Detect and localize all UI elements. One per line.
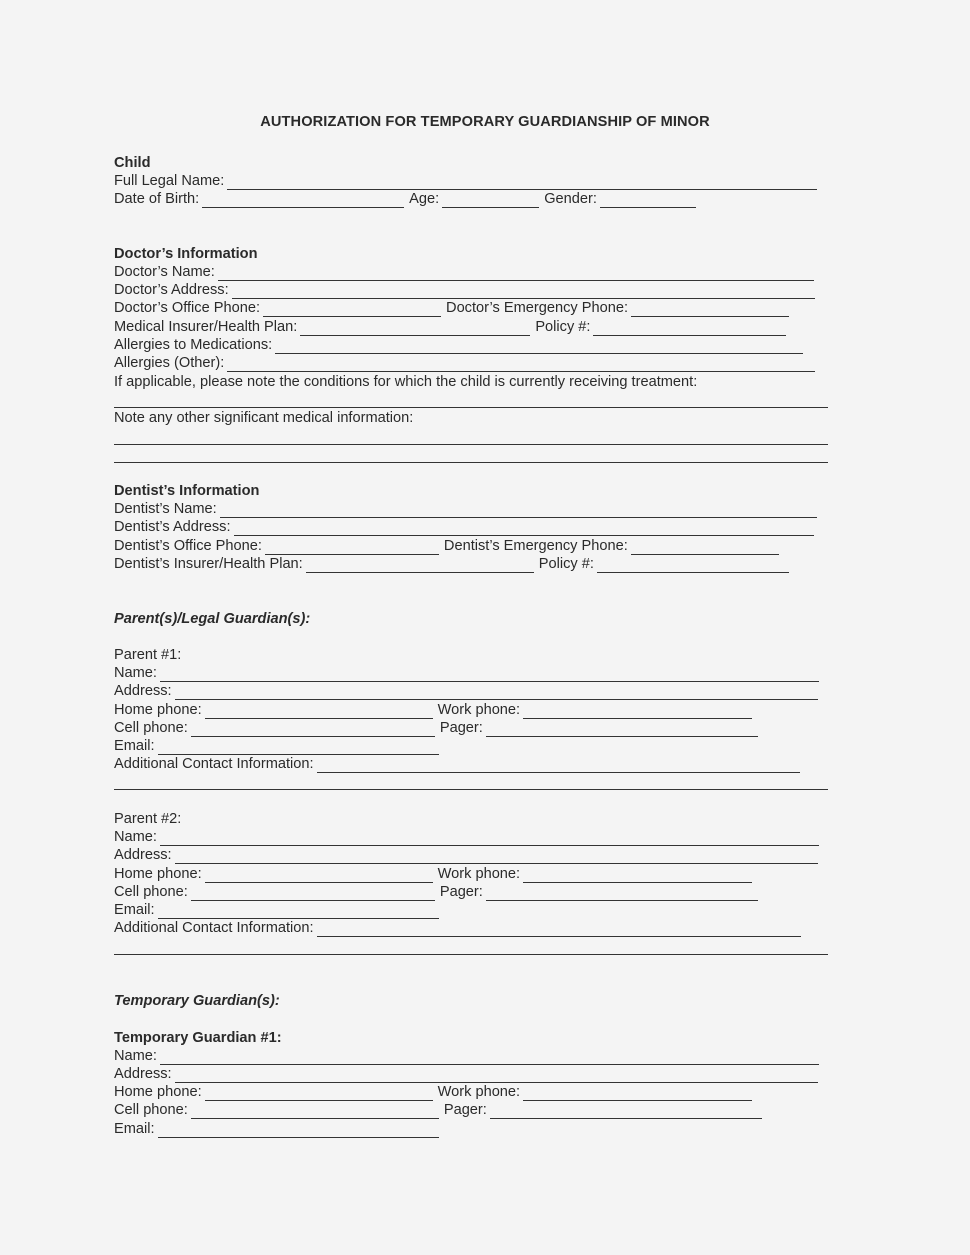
guardian1-address-field	[114, 1065, 818, 1083]
guardian1-email-field	[114, 1120, 439, 1138]
form-title: AUTHORIZATION FOR TEMPORARY GUARDIANSHIP OF MINOR	[260, 114, 710, 130]
guardian1-address-label: Address:	[114, 1066, 172, 1082]
parent2-address-label: Address:	[114, 847, 172, 863]
parent1-name-label: Name:	[114, 665, 157, 681]
parent2-work-phone-blank[interactable]	[523, 868, 752, 883]
parent2-additional-blank-2[interactable]	[114, 954, 828, 955]
parent1-home-phone-label: Home phone:	[114, 702, 202, 718]
child-full-name-field	[114, 172, 817, 190]
dentist-phones-row	[114, 537, 779, 555]
doctor-insurer-row	[114, 318, 786, 336]
parent1-work-phone-blank[interactable]	[523, 704, 752, 719]
child-gender-label: Gender:	[544, 191, 597, 207]
doctor-emergency-phone-blank[interactable]	[631, 302, 789, 317]
parent1-name-field	[114, 664, 819, 682]
dentist-name-blank[interactable]	[220, 503, 817, 518]
allergies-other-blank[interactable]	[227, 357, 815, 372]
dentist-address-field	[114, 518, 814, 536]
dentist-emergency-phone-label: Dentist’s Emergency Phone:	[443, 538, 628, 554]
guardian1-label: Temporary Guardian #1:	[114, 1030, 282, 1046]
allergies-meds-label: Allergies to Medications:	[114, 337, 273, 353]
guardian1-address-blank[interactable]	[175, 1068, 818, 1083]
parent1-name-blank[interactable]	[160, 667, 819, 682]
temporary-heading: Temporary Guardian(s):	[114, 993, 280, 1009]
parent1-email-blank[interactable]	[158, 740, 439, 755]
doctor-name-field	[114, 263, 814, 281]
parent2-email-blank[interactable]	[158, 904, 439, 919]
dentist-insurer-blank[interactable]	[306, 558, 534, 573]
dentist-address-label: Dentist’s Address:	[114, 519, 231, 535]
parent2-name-field	[114, 828, 819, 846]
dentist-name-label: Dentist’s Name:	[114, 501, 217, 517]
parent2-home-phone-blank[interactable]	[205, 868, 433, 883]
dentist-office-phone-blank[interactable]	[265, 540, 439, 555]
parent1-phones-row	[114, 701, 752, 719]
doctor-heading: Doctor’s Information	[114, 246, 258, 262]
parent2-work-phone-label: Work phone:	[437, 866, 521, 882]
guardian1-work-phone-blank[interactable]	[523, 1086, 752, 1101]
parent2-cell-row	[114, 883, 758, 901]
conditions-blank[interactable]	[114, 407, 828, 408]
child-gender-blank[interactable]	[600, 193, 696, 208]
conditions-label: If applicable, please note the conditions for which the child is currently receiving treatment:	[114, 374, 698, 390]
guardian1-name-field	[114, 1047, 819, 1065]
child-dob-blank[interactable]	[202, 193, 404, 208]
guardian1-email-blank[interactable]	[158, 1123, 439, 1138]
dentist-name-field	[114, 500, 817, 518]
guardian1-cell-row	[114, 1101, 762, 1119]
parent2-name-label: Name:	[114, 829, 157, 845]
parent2-additional-field	[114, 919, 801, 937]
parent1-cell-phone-blank[interactable]	[191, 722, 435, 737]
guardian1-cell-phone-blank[interactable]	[191, 1104, 439, 1119]
parent1-address-blank[interactable]	[175, 685, 818, 700]
allergies-other-field	[114, 354, 815, 372]
parent2-additional-label: Additional Contact Information:	[114, 920, 314, 936]
parent1-work-phone-label: Work phone:	[437, 702, 521, 718]
parent1-label: Parent #1:	[114, 647, 182, 663]
doctor-office-phone-label: Doctor’s Office Phone:	[114, 300, 261, 316]
parent2-cell-phone-label: Cell phone:	[114, 884, 188, 900]
doctor-address-blank[interactable]	[232, 284, 815, 299]
guardian1-pager-label: Pager:	[443, 1102, 487, 1118]
dentist-insurer-label: Dentist’s Insurer/Health Plan:	[114, 556, 303, 572]
dentist-heading: Dentist’s Information	[114, 483, 260, 499]
allergies-meds-field	[114, 336, 803, 354]
doctor-policy-label: Policy #:	[535, 319, 591, 335]
child-age-label: Age:	[409, 191, 440, 207]
doctor-address-label: Doctor’s Address:	[114, 282, 229, 298]
parent1-additional-field	[114, 755, 800, 773]
doctor-emergency-phone-label: Doctor’s Emergency Phone:	[446, 300, 629, 316]
doctor-name-label: Doctor’s Name:	[114, 264, 215, 280]
parent1-cell-phone-label: Cell phone:	[114, 720, 188, 736]
parent2-pager-blank[interactable]	[486, 886, 758, 901]
parent1-address-label: Address:	[114, 683, 172, 699]
doctor-policy-blank[interactable]	[593, 321, 786, 336]
parent1-address-field	[114, 682, 818, 700]
doctor-name-blank[interactable]	[218, 266, 814, 281]
doctor-insurer-blank[interactable]	[300, 321, 530, 336]
parent2-label: Parent #2:	[114, 811, 182, 827]
parent1-additional-blank[interactable]	[317, 758, 800, 773]
parent1-email-label: Email:	[114, 738, 155, 754]
parent2-cell-phone-blank[interactable]	[191, 886, 435, 901]
parent1-pager-blank[interactable]	[486, 722, 758, 737]
parent1-additional-label: Additional Contact Information:	[114, 756, 314, 772]
child-heading: Child	[114, 155, 151, 171]
guardian1-phones-row	[114, 1083, 752, 1101]
dentist-insurer-row	[114, 555, 789, 573]
guardian1-home-phone-label: Home phone:	[114, 1084, 202, 1100]
parent2-home-phone-label: Home phone:	[114, 866, 202, 882]
guardian1-work-phone-label: Work phone:	[437, 1084, 521, 1100]
guardian1-cell-phone-label: Cell phone:	[114, 1102, 188, 1118]
dentist-policy-blank[interactable]	[597, 558, 789, 573]
doctor-phones-row	[114, 299, 789, 317]
child-full-name-label: Full Legal Name:	[114, 173, 225, 189]
allergies-other-label: Allergies (Other):	[114, 355, 225, 371]
allergies-meds-blank[interactable]	[275, 339, 803, 354]
child-dob-row	[114, 190, 696, 208]
doctor-address-field	[114, 281, 815, 299]
guardian1-name-blank[interactable]	[160, 1050, 819, 1065]
guardian1-home-phone-blank[interactable]	[205, 1086, 433, 1101]
parent1-cell-row	[114, 719, 758, 737]
dentist-office-phone-label: Dentist’s Office Phone:	[114, 538, 262, 554]
dentist-policy-label: Policy #:	[538, 556, 594, 572]
parent2-phones-row	[114, 865, 752, 883]
parent1-additional-blank-2[interactable]	[114, 789, 828, 790]
parent1-home-phone-blank[interactable]	[205, 704, 433, 719]
guardian1-name-label: Name:	[114, 1048, 157, 1064]
parent2-email-label: Email:	[114, 902, 155, 918]
guardian1-pager-blank[interactable]	[490, 1104, 762, 1119]
doctor-office-phone-blank[interactable]	[263, 302, 441, 317]
parent2-name-blank[interactable]	[160, 831, 819, 846]
parent2-address-blank[interactable]	[175, 849, 818, 864]
parent1-pager-label: Pager:	[439, 720, 483, 736]
other-info-blank-2[interactable]	[114, 462, 828, 463]
other-info-label: Note any other significant medical information:	[114, 410, 414, 426]
child-dob-label: Date of Birth:	[114, 191, 200, 207]
other-info-blank-1[interactable]	[114, 444, 828, 445]
parent2-address-field	[114, 846, 818, 864]
dentist-address-blank[interactable]	[234, 521, 814, 536]
parent2-additional-blank[interactable]	[317, 922, 801, 937]
parent1-email-field	[114, 737, 439, 755]
guardian1-email-label: Email:	[114, 1121, 155, 1137]
dentist-emergency-phone-blank[interactable]	[631, 540, 779, 555]
child-full-name-blank[interactable]	[227, 175, 817, 190]
doctor-insurer-label: Medical Insurer/Health Plan:	[114, 319, 298, 335]
parent2-email-field	[114, 901, 439, 919]
child-age-blank[interactable]	[442, 193, 539, 208]
parent2-pager-label: Pager:	[439, 884, 483, 900]
parents-heading: Parent(s)/Legal Guardian(s):	[114, 611, 311, 627]
